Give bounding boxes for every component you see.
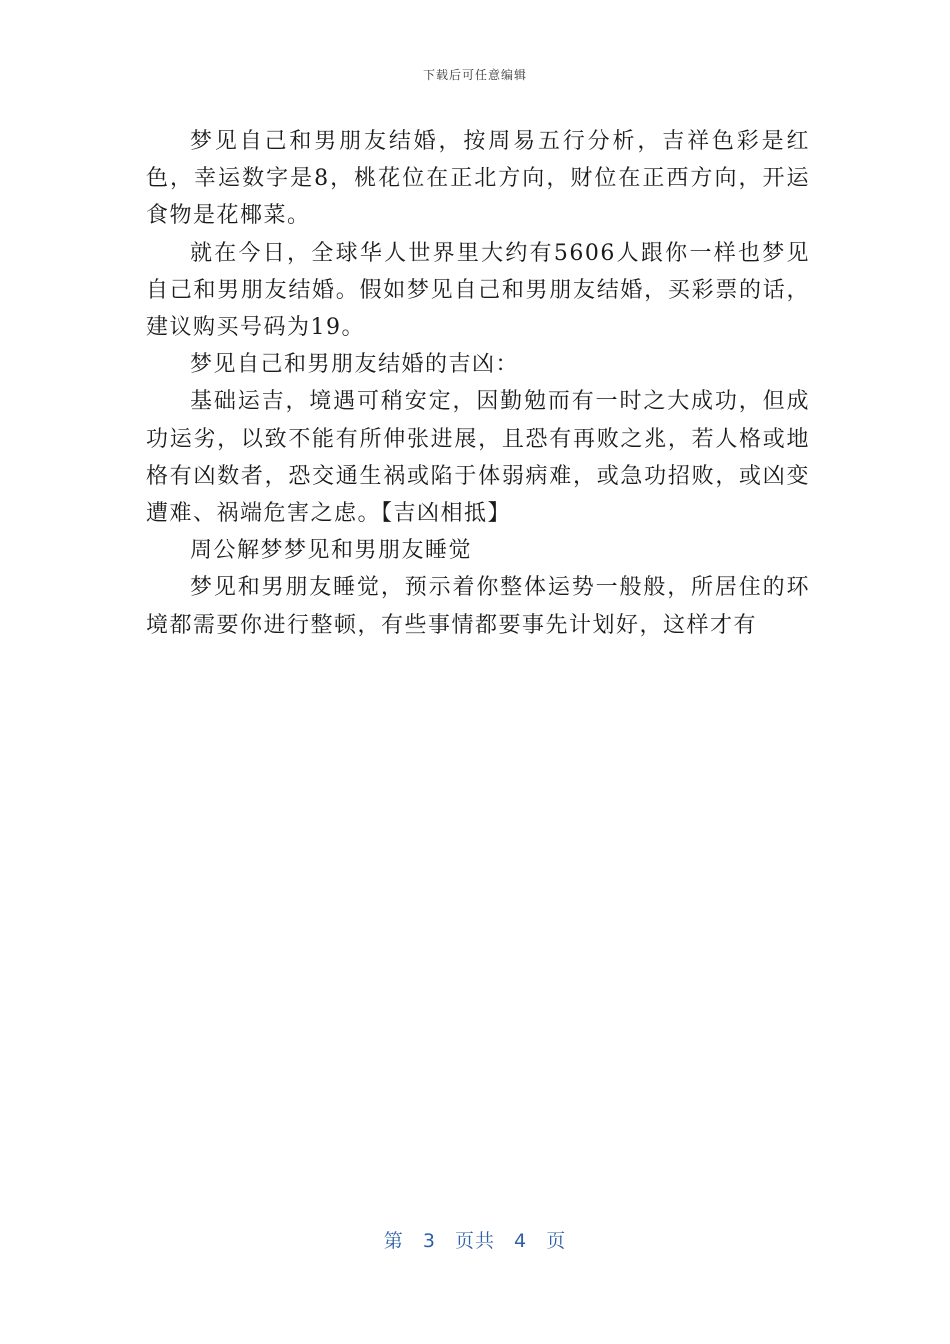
paragraph-1: 梦见自己和男朋友结婚，按周易五行分析，吉祥色彩是红色，幸运数字是8，桃花位在正北方向，财位在正西方向，开运食物是花椰菜。 xyxy=(146,129,810,229)
paragraph-6: 梦见和男朋友睡觉，预示着你整体运势一般般，所居住的环境都需要你进行整顿，有些事情都要事先计划好，这样才有 xyxy=(146,575,810,638)
paragraph-2: 就在今日，全球华人世界里大约有5606人跟你一样也梦见自己和男朋友结婚。假如梦见自己和男朋友结婚，买彩票的话，建议购买号码为19。 xyxy=(146,240,810,341)
paragraph-3: 梦见自己和男朋友结婚的吉凶： xyxy=(190,352,520,378)
footer-suffix: 页 xyxy=(546,1230,567,1252)
footer-middle: 页共 xyxy=(454,1230,495,1252)
header-note: 下载后可任意编辑 xyxy=(422,68,527,82)
paragraph-5: 周公解梦梦见和男朋友睡觉 xyxy=(190,538,473,564)
page-footer xyxy=(0,1226,950,1253)
current-page-number: 3 xyxy=(422,1230,436,1252)
body-text xyxy=(146,123,810,644)
paragraph-4: 基础运吉，境遇可稍安定，因勤勉而有一时之大成功，但成功运劣，以致不能有所伸张进展，且恐有再败之兆，若人格或地格有凶数者，恐交通生祸或陷于体弱病难，或急功招败，或凶变遭难、祸端危害之虑。【吉凶相抵】 xyxy=(146,389,810,527)
footer-prefix: 第 xyxy=(383,1230,404,1252)
total-pages-number: 4 xyxy=(514,1230,528,1252)
